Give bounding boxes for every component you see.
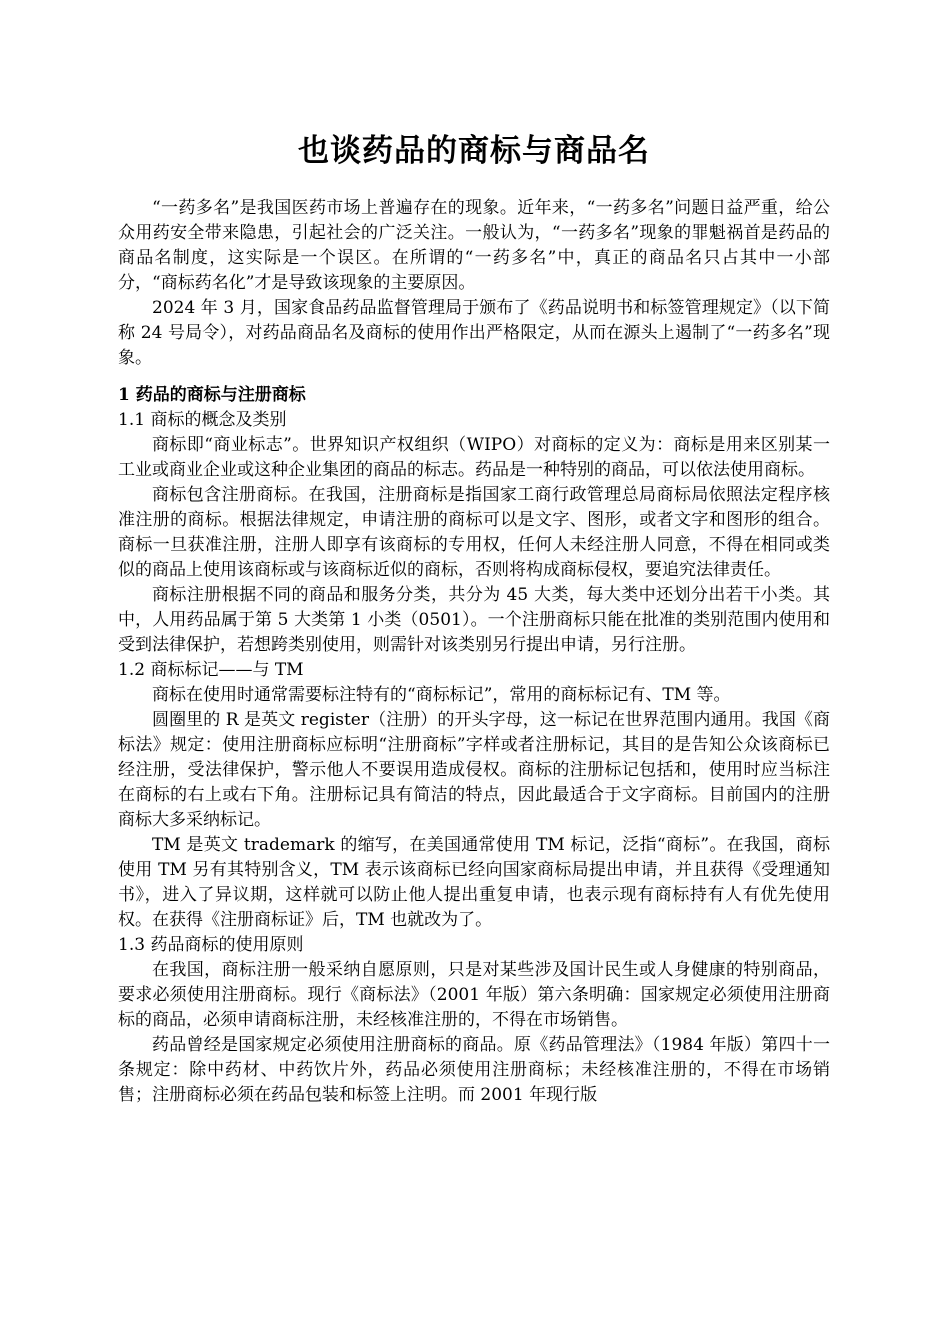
paragraph-1-3-a: 在我国，商标注册一般采纳自愿原则，只是对某些涉及国计民生或人身健康的特别商品，要求必须使用注册商标。现行《商标法》（2001 年版）第六条明确：国家规定必须使用注册商标的商品，必须申请商标注册，未经核准注册的，不得在市场销售。 (118, 960, 830, 1030)
paragraph-1-1-a: 商标即“商业标志”。世界知识产权组织（WIPO）对商标的定义为：商标是用来区别某一工业或商业企业或这种企业集团的商品的标志。药品是一种特别的商品，可以依法使用商标。 (118, 435, 830, 480)
intro-paragraph-2: 2024 年 3 月，国家食品药品监督管理局于颁布了《药品说明书和标签管理规定》（以下简称 24 号局令），对药品商品名及商标的使用作出严格限定，从而在源头上遏制了“一药多名”现象。 (118, 298, 830, 368)
page-title: 也谈药品的商标与商品名 (298, 133, 650, 169)
paragraph-1-1-b: 商标包含注册商标。在我国，注册商标是指国家工商行政管理总局商标局依照法定程序核准注册的商标。根据法律规定，申请注册的商标可以是文字、图形，或者文字和图形的组合。商标一旦获准注册，注册人即享有该商标的专用权，任何人未经注册人同意，不得在相同或类似的商品上使用该商标或与该商标近似的商标，否则将构成商标侵权，要追究法律责任。 (118, 485, 830, 580)
paragraph-1-3-b: 药品曾经是国家规定必须使用注册商标的商品。原《药品管理法》（1984 年版）第四十一条规定：除中药材、中药饮片外，药品必须使用注册商标；未经核准注册的，不得在市场销售；注册商标必须在药品包装和标签上注明。而 2001 年现行版 (118, 1035, 830, 1105)
intro-paragraph-1: “一药多名”是我国医药市场上普遍存在的现象。近年来，“一药多名”问题日益严重，给公众用药安全带来隐患，引起社会的广泛关注。一般认为，“一药多名”现象的罪魁祸首是药品的商品名制度，这实际是一个误区。在所谓的“一药多名”中，真正的商品名只占其中一小部分，“商标药名化”才是导致该现象的主要原因。 (118, 198, 830, 293)
paragraph-1-2-a: 商标在使用时通常需要标注特有的“商标标记”，常用的商标标记有、TM 等。 (152, 685, 731, 705)
subsection-heading-1-1: 1.1 商标的概念及类别 (118, 410, 287, 430)
subsection-heading-1-3: 1.3 药品商标的使用原则 (118, 935, 304, 955)
section-heading-1: 1 药品的商标与注册商标 (118, 385, 306, 405)
paragraph-1-2-b: 圆圈里的 R 是英文 register（注册）的开头字母，这一标记在世界范围内通用。我国《商标法》规定：使用注册商标应标明“注册商标”字样或者注册标记，其目的是告知公众该商标已经注册，受法律保护，警示他人不要误用造成侵权。商标的注册标记包括和，使用时应当标注在商标的右上或右下角。注册标记具有简洁的特点，因此最适合于文字商标。目前国内的注册商标大多采纳标记。 (118, 710, 830, 830)
document-page (118, 128, 830, 1108)
paragraph-1-1-c: 商标注册根据不同的商品和服务分类，共分为 45 大类，每大类中还划分出若干小类。其中，人用药品属于第 5 大类第 1 小类（0501）。一个注册商标只能在批准的类别范围内使用和受到法律保护，若想跨类别使用，则需针对该类别另行提出申请，另行注册。 (118, 585, 830, 655)
subsection-heading-1-2: 1.2 商标标记——与 TM (118, 660, 304, 680)
paragraph-1-2-c: TM 是英文 trademark 的缩写，在美国通常使用 TM 标记，泛指“商标”。在我国，商标使用 TM 另有其特别含义，TM 表示该商标已经向国家商标局提出申请，并且获得《受理通知书》，进入了异议期，这样就可以防止他人提出重复申请，也表示现有商标持有人有优先使用权。在获得《注册商标证》后，TM 也就改为了。 (118, 835, 830, 930)
